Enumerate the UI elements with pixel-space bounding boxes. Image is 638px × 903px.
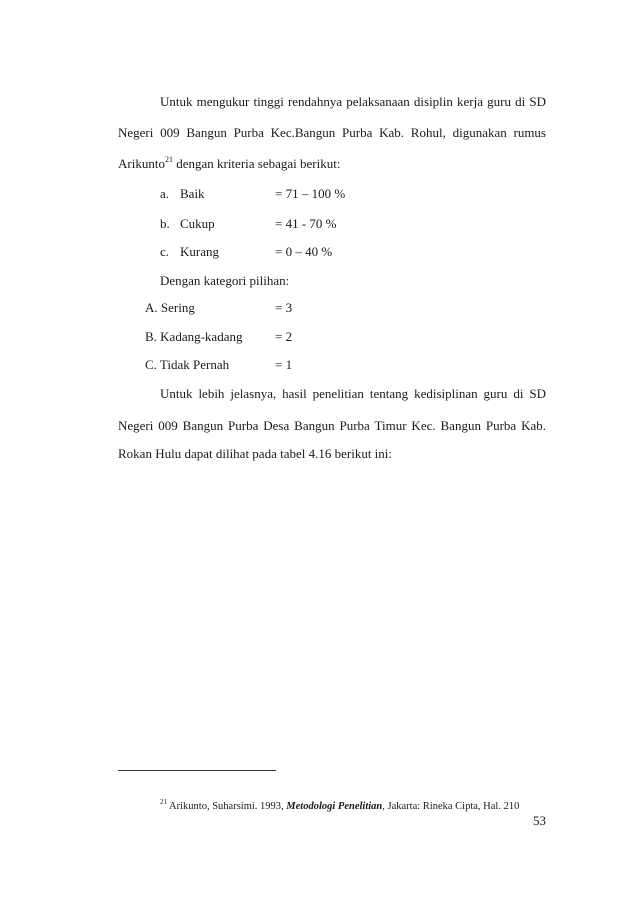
page-number: 53 [533, 813, 546, 828]
footnote-number: 21 [160, 798, 167, 806]
category-label: B. Kadang-kadang [145, 329, 243, 344]
category-label: A. Sering [145, 300, 195, 315]
category-value: = 1 [275, 357, 293, 372]
criteria-value: = 41 - 70 % [275, 216, 337, 231]
footnote-ref: 21 [164, 155, 173, 164]
paragraph-1-line-2: Negeri 009 Bangun Purba Kec.Bangun Purba Kab. Rohul, digunakan rumus [118, 125, 546, 140]
paragraph-1-line-3: Arikunto$^{21}$ dengan kriteria sebagai berikut: [118, 155, 341, 171]
criteria-label: Cukup [180, 216, 215, 231]
paragraph-2-line-2: Negeri 009 Bangun Purba Desa Bangun Purba Timur Kec. Bangun Purba Kab. [118, 418, 546, 433]
footnote-title: Metodologi Penelitian [286, 801, 383, 812]
criteria-marker: a. [160, 186, 170, 201]
category-intro: Dengan kategori pilihan: [160, 273, 290, 288]
category-label: C. Tidak Pernah [145, 357, 230, 372]
criteria-value: = 0 – 40 % [275, 244, 333, 259]
category-value: = 2 [275, 329, 293, 344]
criteria-value: = 71 – 100 % [275, 186, 346, 201]
footnote: $^{21}$ Arikunto, Suharsimi. 1993, Metodologi Penelitian, Jakarta: Rineka Cipta, Hal. 210 [160, 798, 520, 812]
footnote-rule [118, 770, 276, 771]
criteria-label: Kurang [180, 244, 219, 259]
paragraph-1-line-1: Untuk mengukur tinggi rendahnya pelaksanaan disiplin kerja guru di SD [160, 94, 546, 109]
paragraph-2-line-1: Untuk lebih jelasnya, hasil penelitian tentang kedisiplinan guru di SD [160, 386, 546, 401]
paragraph-2-line-3: Rokan Hulu dapat dilihat pada tabel 4.16 berikut ini: [118, 446, 393, 461]
criteria-marker: b. [160, 216, 170, 231]
category-value: = 3 [275, 300, 293, 315]
criteria-label: Baik [180, 186, 205, 201]
criteria-marker: c. [160, 244, 170, 259]
